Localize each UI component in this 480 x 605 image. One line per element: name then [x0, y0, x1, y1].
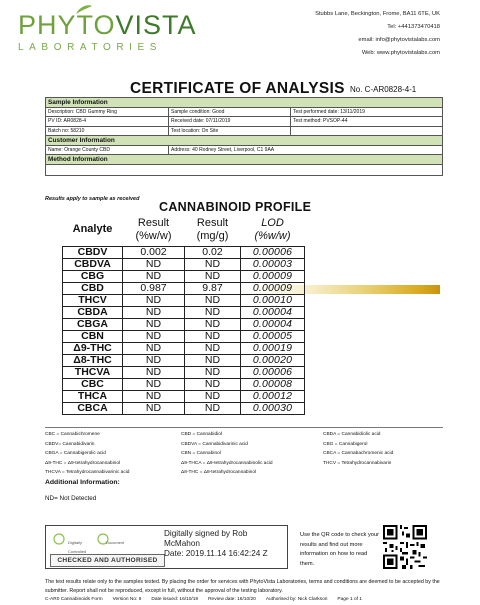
- lod: 0.00012: [241, 390, 305, 402]
- footer-review: Review date: 16/10/20: [208, 597, 256, 602]
- lod: 0.00004: [241, 318, 305, 330]
- legend-entry: [323, 468, 443, 478]
- stamp-circle-icon: [52, 532, 66, 546]
- lod: 0.00010: [241, 294, 305, 306]
- company-logo: [18, 10, 223, 53]
- result-mg: ND: [185, 318, 241, 330]
- result-pct: ND: [123, 330, 185, 342]
- email-line: email: info@phytovistalabs.com: [358, 37, 440, 43]
- lod: 0.00004: [241, 306, 305, 318]
- result-mg: ND: [185, 354, 241, 366]
- table-row: [63, 342, 305, 354]
- table-row: [63, 318, 305, 330]
- logo-name: PHYTOVISTA: [18, 10, 197, 40]
- customer-name: Name: Orange County CBD: [46, 146, 169, 155]
- result-mg: ND: [185, 366, 241, 378]
- received-date: Received date: 07/11/2019: [169, 117, 291, 126]
- result-pct: ND: [123, 342, 185, 354]
- table-row: [63, 270, 305, 282]
- footer-authorised: Authorised by: Nick Clarkson: [265, 597, 328, 602]
- analyte: Δ8-THC: [63, 354, 123, 366]
- sample-description: Description: CBD Gummy Ring: [46, 108, 169, 117]
- lod: 0.00030: [241, 402, 305, 414]
- signature-box: [45, 525, 288, 569]
- analyte: CBDVA: [63, 258, 123, 270]
- table-row: [63, 390, 305, 402]
- address-line: Stubbs Lane, Beckington, Frome, BA11 6TE, UK: [315, 11, 440, 17]
- legend-entry: CBDA = Cannabidiolic acid: [323, 432, 381, 437]
- pv-id: PV ID: AR0828-4: [46, 117, 169, 126]
- test-performed-date: Test performed date: 13/11/2019: [293, 108, 365, 115]
- tel-line: Tel: +441373470418: [387, 24, 440, 30]
- info-row: [46, 127, 442, 137]
- batch-number: Batch no: 58210: [46, 127, 169, 136]
- result-pct: 0.002: [123, 246, 185, 258]
- col-lod: LOD (%w/w): [254, 216, 291, 242]
- result-pct: ND: [123, 390, 185, 402]
- result-pct: ND: [123, 306, 185, 318]
- lod: 0.00020: [241, 354, 305, 366]
- legend-entry: THCV = Tetrahydrocannabivarin: [323, 460, 392, 466]
- legend-entry: Δ9-THC = Δ9-tetrahydrocannabinol: [45, 460, 121, 466]
- method-info-blank: [46, 165, 442, 175]
- results-note: Results apply to sample as received: [45, 196, 140, 202]
- result-mg: 9.87: [185, 282, 241, 294]
- table-row: [63, 258, 305, 270]
- document-stamp: [50, 530, 158, 564]
- footer-issued: Date issued: 16/10/19: [151, 597, 199, 602]
- result-mg: ND: [185, 270, 241, 282]
- result-pct: 0.987: [123, 282, 185, 294]
- analyte: CBC: [63, 378, 123, 390]
- leaf-icon: [74, 4, 94, 16]
- footer-form: C-AR0 Cannabinoids Form: [45, 597, 103, 602]
- table-row: [63, 246, 305, 258]
- stamp-label: Document: [106, 540, 125, 545]
- table-row: [63, 354, 305, 366]
- analyte: CBD: [63, 282, 123, 294]
- signature-date: Date: 2019.11.14 16:42:24 Z: [164, 549, 268, 558]
- page-title: CERTIFICATE OF ANALYSIS: [130, 80, 345, 97]
- analyte: THCV: [63, 294, 123, 306]
- nd-note: ND= Not Detected: [45, 495, 97, 502]
- analyte: CBDA: [63, 306, 123, 318]
- qr-instructions: Use the QR code to check your results and find out more information on how to read them.: [300, 532, 380, 567]
- info-grid: [45, 97, 443, 176]
- checked-authorised-label: CHECKED AND AUTHORISED: [50, 554, 165, 567]
- result-pct: ND: [123, 402, 185, 414]
- stamp-label: Controlled: [68, 549, 87, 554]
- footer-version: Version No: 6: [112, 597, 142, 602]
- analyte: THCA: [63, 390, 123, 402]
- legend-entry: THCVA = Tetrahydrocannabivarinic acid: [45, 470, 130, 475]
- analyte: CBGA: [63, 318, 123, 330]
- info-row: [46, 117, 442, 127]
- sample-info-heading: Sample Information: [46, 98, 442, 108]
- table-row: [63, 366, 305, 378]
- col-analyte: Analyte: [72, 223, 113, 236]
- lod: 0.00006: [241, 246, 305, 258]
- footer-page: Page 1 of 1: [337, 597, 362, 602]
- info-row: [46, 108, 442, 118]
- legend-entry: CBC = Cannabichromene: [45, 432, 100, 437]
- legend-entry: CBCA = Cannabachromenic acid: [323, 451, 394, 456]
- result-mg: ND: [185, 294, 241, 306]
- customer-info-heading: Customer Information: [46, 136, 442, 146]
- result-mg: ND: [185, 258, 241, 270]
- result-pct: ND: [123, 366, 185, 378]
- web-line: Web: www.phytovistalabs.com: [361, 50, 440, 56]
- qr-code-icon[interactable]: [383, 525, 427, 569]
- lod: 0.00005: [241, 330, 305, 342]
- lod: 0.00009: [241, 270, 305, 282]
- legend-row: [45, 468, 443, 478]
- legend-entry: Δ9-THCA = Δ9-tetrahydrocannabinolic acid: [181, 460, 273, 466]
- result-mg: ND: [185, 402, 241, 414]
- result-mg: ND: [185, 390, 241, 402]
- page-footer: [45, 597, 445, 602]
- digital-signature-text: [164, 529, 284, 559]
- table-header-row: [63, 214, 305, 246]
- lod: 0.00006: [241, 366, 305, 378]
- result-mg: ND: [185, 306, 241, 318]
- result-mg: ND: [185, 342, 241, 354]
- table-row: [63, 294, 305, 306]
- analyte: CBN: [63, 330, 123, 342]
- legend-row: [45, 449, 443, 459]
- legend-entry: CBDVA = Cannabidivarinic acid: [181, 441, 248, 447]
- table-row: [63, 402, 305, 414]
- result-pct: ND: [123, 318, 185, 330]
- legend-row: [45, 430, 443, 440]
- col-result-pct: Result (%w/w): [135, 216, 172, 242]
- table-row: [63, 330, 305, 342]
- result-pct: ND: [123, 258, 185, 270]
- legend-entry: CBG = Cannabigerol: [323, 441, 368, 447]
- logo-subtitle: LABORATORIES: [18, 42, 163, 53]
- analyte: THCVA: [63, 366, 123, 378]
- lod: 0.00019: [241, 342, 305, 354]
- lod: 0.00008: [241, 378, 305, 390]
- legend-entry: CBN = Cannabinol: [181, 451, 221, 456]
- result-pct: ND: [123, 354, 185, 366]
- legend-entry: CBGA = Cannabigerolic acid: [45, 451, 106, 456]
- customer-address: Address: 40 Rodney Street, Liverpool, C1 9AA: [171, 146, 275, 153]
- test-method: Test method: PVSOP-44: [293, 118, 348, 124]
- legend-entry: CBDV= Cannabidivarin: [45, 441, 95, 447]
- result-pct: ND: [123, 294, 185, 306]
- signed-by: Digitally signed by Rob McMahon: [164, 529, 248, 548]
- result-pct: ND: [123, 270, 185, 282]
- sample-condition: Sample condition: Good: [169, 108, 291, 117]
- empty-cell: [291, 127, 442, 136]
- table-row: [63, 378, 305, 390]
- terms-note: The test results relate only to the samples tested. By placing the order for services with PhytoVista Laboratories, terms and conditions are deemed to be accepted by the submitter. Report shall not be reproduced, except in full, without the approval of the testing laboratory.: [45, 579, 440, 594]
- abbreviation-legend: [45, 427, 443, 478]
- legend-entry: CBD = Cannabidiol: [181, 432, 222, 437]
- contact-block: [315, 8, 440, 60]
- result-pct: ND: [123, 378, 185, 390]
- info-row: [46, 146, 442, 156]
- stamp-label: Digitally: [68, 540, 83, 545]
- result-mg: ND: [185, 378, 241, 390]
- result-mg: ND: [185, 330, 241, 342]
- certificate-number: No. C-AR0828-4-1: [350, 85, 417, 94]
- empty-cell: [46, 165, 442, 175]
- analyte: CBDV: [63, 246, 123, 258]
- test-location: Test location: On Site: [169, 127, 291, 136]
- additional-info-heading: Additional Information:: [45, 479, 120, 486]
- result-mg: 0.02: [185, 246, 241, 258]
- col-result-mg: Result (mg/g): [196, 216, 229, 242]
- lod: 0.00003: [241, 258, 305, 270]
- results-table: [62, 214, 305, 415]
- legend-entry: Δ8-THC = Δ8-tetrahydrocannabinol: [181, 470, 257, 475]
- method-info-heading: Method Information: [46, 155, 442, 165]
- legend-row: [45, 459, 443, 469]
- legend-row: [45, 440, 443, 450]
- table-row: [63, 282, 305, 294]
- lod: 0.00009: [241, 282, 305, 294]
- analyte: CBCA: [63, 402, 123, 414]
- analyte: CBG: [63, 270, 123, 282]
- cannabinoid-profile-title: CANNABINOID PROFILE: [159, 200, 312, 214]
- analyte: Δ9-THC: [63, 342, 123, 354]
- table-row: [63, 306, 305, 318]
